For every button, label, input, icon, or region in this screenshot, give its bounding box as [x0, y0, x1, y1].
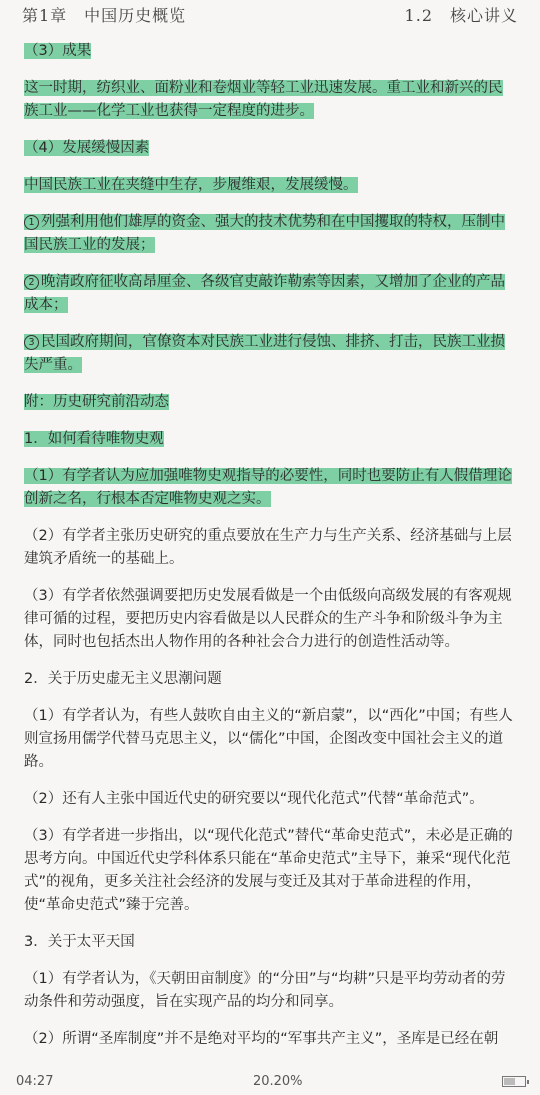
paragraph-text: 这一时期，纺织业、面粉业和卷烟业等轻工业迅速发展。重工业和新兴的民族工业——化学工业也获得一定程度的进步。 [24, 80, 503, 119]
paragraph-text: 民国政府期间，官僚资本对民族工业进行侵蚀、排挤、打击，民族工业损失严重。 [24, 334, 505, 373]
text-paragraph [24, 391, 516, 414]
clock-time: 04:27 [16, 1073, 54, 1089]
circled-number: 3 [24, 335, 39, 350]
paragraph-text: （1）有学者认为应加强唯物史观指导的必要性，同时也要防止有人假借理论创新之名，行根本否定唯物史观之实。 [24, 468, 512, 507]
text-paragraph [24, 705, 516, 774]
paragraph-text: （2）有学者主张历史研究的重点要放在生产力与生产关系、经济基础与上层建筑矛盾统一的基础上。 [24, 528, 512, 567]
text-paragraph [24, 211, 516, 257]
text-paragraph [24, 40, 516, 63]
paragraph-text: （2）所谓“圣库制度”并不是绝对平均的“军事共产主义”，圣库是已经在朝 [24, 1031, 499, 1047]
paragraph-text: 晚清政府征收高昂厘金、各级官吏敲诈勒索等因素，又增加了企业的产品成本； [24, 274, 505, 313]
paragraph-text: （4）发展缓慢因素 [24, 140, 150, 156]
paragraph-text: 2．关于历史虚无主义思潮问题 [24, 671, 222, 687]
reader-content[interactable] [0, 36, 540, 1051]
paragraph-text: 3．关于太平天国 [24, 934, 135, 950]
paragraph-text: （1）有学者认为，《天朝田亩制度》的“分田”与“均耕”只是平均劳动者的劳动条件和劳动强度，旨在实现产品的均分和同享。 [24, 971, 506, 1010]
paragraph-text: （3）成果 [24, 43, 92, 59]
text-paragraph [24, 77, 516, 123]
text-paragraph [24, 137, 516, 160]
text-paragraph [24, 825, 516, 917]
text-paragraph [24, 331, 516, 377]
text-paragraph [24, 931, 516, 954]
reader-header [0, 0, 540, 32]
circled-number: 1 [24, 215, 39, 230]
text-paragraph [24, 788, 516, 811]
reading-progress: 20.20% [252, 1073, 303, 1089]
chapter-title: 第1章 中国历史概览 [22, 6, 187, 25]
text-paragraph [24, 525, 516, 571]
text-paragraph [24, 465, 516, 511]
circled-number: 2 [24, 275, 39, 290]
text-paragraph [24, 668, 516, 691]
paragraph-text: （1）有学者认为，有些人鼓吹自由主义的“新启蒙”，以“西化”中国；有些人则宣扬用儒学代替马克思主义，以“儒化”中国，企图改变中国社会主义的道路。 [24, 708, 513, 770]
text-paragraph [24, 271, 516, 317]
text-paragraph [24, 1028, 516, 1051]
paragraph-text: 中国民族工业在夹缝中生存，步履维艰，发展缓慢。 [24, 177, 358, 193]
paragraph-text: 附：历史研究前沿动态 [24, 394, 169, 410]
text-paragraph [24, 585, 516, 654]
paragraph-text: 列强利用他们雄厚的资金、强大的技术优势和在中国攫取的特权，压制中国民族工业的发展； [24, 214, 505, 253]
text-paragraph [24, 428, 516, 451]
section-title: 1.2 核心讲义 [404, 6, 518, 25]
reader-footer [0, 1067, 540, 1095]
text-paragraph [24, 968, 516, 1014]
paragraph-text: （3）有学者依然强调要把历史发展看做是一个由低级向高级发展的有客观规律可循的过程，要把历史内容看做是以人民群众的生产斗争和阶级斗争为主体，同时也包括杰出人物作用的各种社会合力进行的创造性活动等。 [24, 588, 512, 650]
paragraph-text: 1．如何看待唯物史观 [24, 431, 164, 447]
paragraph-text: （2）还有人主张中国近代史的研究要以“现代化范式”代替“革命范式”。 [24, 791, 484, 807]
paragraph-text: （3）有学者进一步指出，以“现代化范式”替代“革命史范式”，未必是正确的思考方向。中国近代史学科体系只能在“革命史范式”主导下，兼采“现代化范式”的视角，更多关注社会经济的发展与变迁及其对于革命进程的作用，使“革命史范式”臻于完善。 [24, 828, 513, 913]
battery-icon [502, 1076, 526, 1087]
text-paragraph [24, 174, 516, 197]
